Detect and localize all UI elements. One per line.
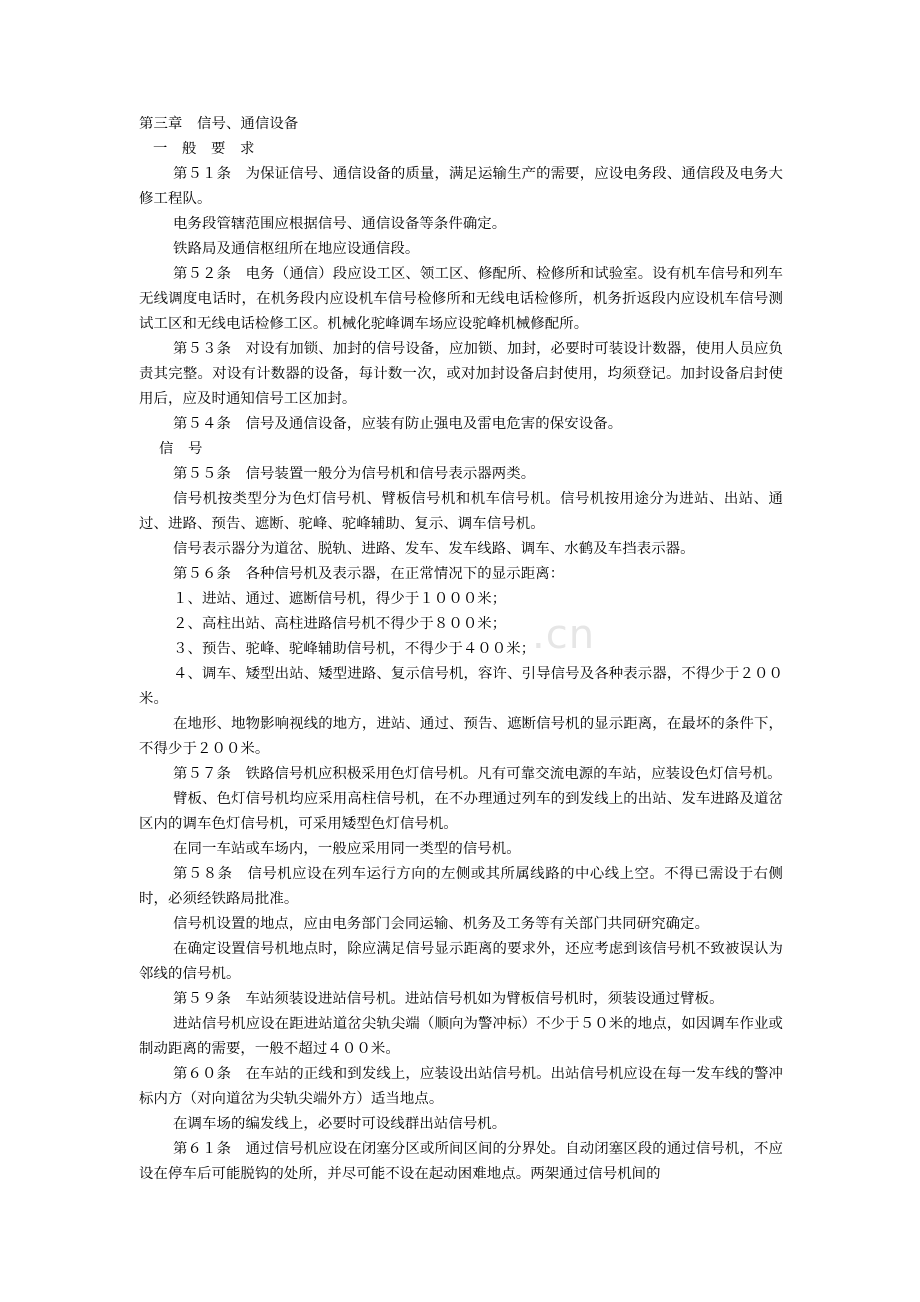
article-55: 第５５条 信号装置一般分为信号机和信号表示器两类。: [173, 466, 536, 482]
paragraph: 信号机设置的地点，应由电务部门会同运输、机务及工务等有关部门共同研究确定。: [173, 916, 710, 932]
list-item: １、进站、通过、遮断信号机，得少于１０００米；: [173, 591, 507, 607]
paragraph: 铁路局及通信枢纽所在地应设通信段。: [173, 241, 420, 257]
article-54: 第５４条 信号及通信设备，应装有防止强电及雷电危害的保安设备。: [173, 416, 623, 432]
paragraph: 在同一车站或车场内，一般应采用同一类型的信号机。: [173, 841, 521, 857]
article-60: 第６０条 在车站的正线和到发线上，应装设出站信号机。出站信号机应设在每一发车线的警冲标内方（对向道岔为尖轨尖端外方）适当地点。: [139, 1066, 783, 1107]
document-page: [139, 112, 783, 1187]
paragraph: 在确定设置信号机地点时，除应满足信号显示距离的要求外，还应考虑到该信号机不致被误认为邻线的信号机。: [139, 941, 783, 982]
paragraph: 电务段管辖范围应根据信号、通信设备等条件确定。: [173, 216, 507, 232]
list-item: ４、调车、矮型出站、矮型进路、复示信号机，容许、引导信号及各种表示器，不得少于２００米。: [139, 666, 783, 707]
watermark: .cn: [532, 612, 596, 658]
article-53: 第５３条 对设有加锁、加封的信号设备，应加锁、加封，必要时可装设计数器，使用人员应负责其完整。对设有计数器的设备，每计数一次，或对加封设备启封使用，均须登记。加封设备启封使用后，应及时通知信号工区加封。: [139, 341, 783, 407]
paragraph: 在地形、地物影响视线的地方，进站、通过、预告、遮断信号机的显示距离，在最坏的条件下，不得少于２００米。: [139, 716, 783, 757]
list-item: ２、高柱出站、高柱进路信号机不得少于８００米；: [173, 616, 507, 632]
paragraph: 臂板、色灯信号机均应采用高柱信号机，在不办理通过列车的到发线上的出站、发车进路及道岔区内的调车色灯信号机，可采用矮型色灯信号机。: [139, 791, 783, 832]
paragraph: 信号表示器分为道岔、脱轨、进路、发车、发车线路、调车、水鹤及车挡表示器。: [173, 541, 695, 557]
chapter-title: 第三章 信号、通信设备: [139, 116, 299, 132]
paragraph: 信号机按类型分为色灯信号机、臂板信号机和机车信号机。信号机按用途分为进站、出站、通过、进路、预告、遮断、驼峰、驼峰辅助、复示、调车信号机。: [139, 491, 783, 532]
article-58: 第５８条 信号机应设在列车运行方向的左侧或其所属线路的中心线上空。不得已需设于右侧时，必须经铁路局批准。: [139, 866, 783, 907]
article-56: 第５６条 各种信号机及表示器，在正常情况下的显示距离：: [173, 566, 565, 582]
paragraph: 进站信号机应设在距进站道岔尖轨尖端（顺向为警冲标）不少于５０米的地点，如因调车作业或制动距离的需要，一般不超过４００米。: [139, 1016, 783, 1057]
article-59: 第５９条 车站须装设进站信号机。进站信号机如为臂板信号机时，须装设通过臂板。: [173, 991, 724, 1007]
section-title-signal: 信 号: [159, 441, 203, 457]
article-52: 第５２条 电务（通信）段应设工区、领工区、修配所、检修所和试验室。设有机车信号和列车无线调度电话时，在机务段内应设机车信号检修所和无线电话检修所，机务折返段内应设机车信号测试工区和无线电话检修工区。机械化驼峰调车场应设驼峰机械修配所。: [139, 266, 783, 332]
article-61: 第６１条 通过信号机应设在闭塞分区或所间区间的分界处。自动闭塞区段的通过信号机，不应设在停车后可能脱钩的处所，并尽可能不设在起动困难地点。两架通过信号机间的: [139, 1141, 783, 1182]
article-51: 第５１条 为保证信号、通信设备的质量，满足运输生产的需要，应设电务段、通信段及电务大修工程队。: [139, 166, 783, 207]
article-57: 第５７条 铁路信号机应积极采用色灯信号机。凡有可靠交流电源的车站，应装设色灯信号机。: [173, 766, 782, 782]
section-title-general: 一 般 要 求: [153, 141, 255, 157]
list-item: ３、预告、驼峰、驼峰辅助信号机，不得少于４００米；: [173, 641, 536, 657]
paragraph: 在调车场的编发线上，必要时可设线群出站信号机。: [173, 1116, 507, 1132]
